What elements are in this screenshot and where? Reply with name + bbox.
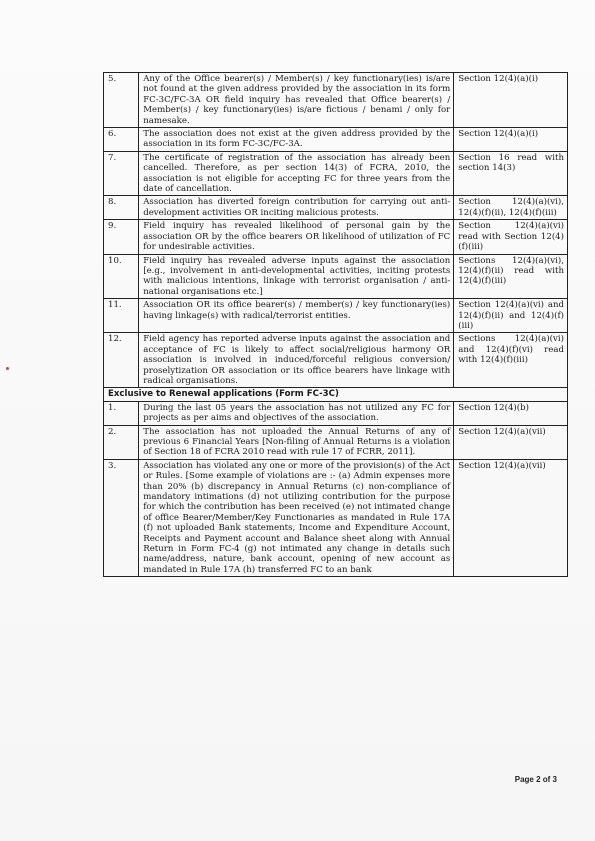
row-number: 1. [104,401,139,425]
row-description: The certificate of registration of the association has already been cancelled. Therefore, as per section 14(3) of FCRA, 2010, the association is not eligible for accepting FC for three years from the date of cancellation. [139,151,454,196]
table-row [104,73,568,128]
table-row [104,299,568,333]
conditions-table [103,72,568,577]
table-row [104,254,568,299]
row-number: 2. [104,425,139,459]
row-section: Section 12(4)(a)(vi) read with Section 12(4)(f)(iii) [454,220,568,254]
table-row [104,459,568,576]
table-row [104,151,568,196]
ink-dot [6,367,9,370]
row-section: Sections 12(4)(a)(vi) and 12(4)(f)(vi) read with 12(4)(f)(iii) [454,333,568,388]
row-number: 11. [104,299,139,333]
row-number: 10. [104,254,139,299]
row-description: Association has diverted foreign contribution for carrying out anti-development activities OR inciting malicious protests. [139,196,454,220]
row-number: 5. [104,73,139,128]
row-section: Sections 12(4)(a)(vi), 12(4)(f)(ii) read with 12(4)(f)(iii) [454,254,568,299]
row-section: Section 12(4)(a)(vii) [454,459,568,576]
table-row [104,401,568,425]
table-row [104,425,568,459]
row-section: Section 12(4)(a)(i) [454,128,568,152]
table-row [104,220,568,254]
row-section: Section 16 read with section 14(3) [454,151,568,196]
row-number: 3. [104,459,139,576]
row-description: Field agency has reported adverse inputs against the association and acceptance of FC is likely to affect social/religious harmony OR association is involved in induced/forceful religious conversion/ proselytization OR association or its office bearers have linkage with radical organisations. [139,333,454,388]
row-description: Any of the Office bearer(s) / Member(s) / key functionary(ies) is/are not found at the given address provided by the association in its form FC-3C/FC-3A OR field inquiry has revealed that Office bearer(s) / Member(s) / key functionary(ies) is/are fictious / benami / only for namesake. [139,73,454,128]
page-number: Page 2 of 3 [514,775,557,784]
row-description: The association has not uploaded the Annual Returns of any of previous 6 Financial Years [Non-filing of Annual Returns is a violation of Section 18 of FCRA 2010 read with rule 17 of FCRR, 2011]. [139,425,454,459]
row-section: Section 12(4)(a)(i) [454,73,568,128]
row-section: Section 12(4)(a)(vi) and 12(4)(f)(ii) and 12(4)(f)(iii) [454,299,568,333]
row-description: Field inquiry has revealed adverse inputs against the association [e.g., involvement in anti-developmental activities, inciting protests with malicious intentions, linkage with terrorist organisation / anti-national organisations etc.] [139,254,454,299]
section-header: Exclusive to Renewal applications (Form FC-3C) [104,388,568,401]
table-row [104,333,568,388]
table-row [104,128,568,152]
row-number: 12. [104,333,139,388]
row-description: The association does not exist at the given address provided by the association in its form FC-3C/FC-3A. [139,128,454,152]
row-description: Association OR its office bearer(s) / member(s) / key functionary(ies) having linkage(s) with radical/terrorist entities. [139,299,454,333]
row-section: Section 12(4)(a)(vii) [454,425,568,459]
row-number: 6. [104,128,139,152]
table-row [104,196,568,220]
row-section: Section 12(4)(b) [454,401,568,425]
row-number: 7. [104,151,139,196]
row-section: Section 12(4)(a)(vi), 12(4)(f)(ii), 12(4)(f)(iii) [454,196,568,220]
section-header-row [104,388,568,401]
row-description: Field inquiry has revealed likelihood of personal gain by the association OR by the office bearers OR likelihood of utilization of FC for undesirable activities. [139,220,454,254]
row-number: 8. [104,196,139,220]
row-description: During the last 05 years the association has not utilized any FC for projects as per aims and objectives of the association. [139,401,454,425]
row-description: Association has violated any one or more of the provision(s) of the Act or Rules. [Some example of violations are :- (a) Admin expenses more than 20% (b) discrepancy in Annual Returns (c) non-compliance of mandatory intimations (d) not utilizing contribution for the purpose for which the contribution has been received (e) not intimated change of office Bearer/Member/Key Functionaries as mandated in Rule 17A (f) not uploaded Bank statements, Income and Expenditure Account, Receipts and Payment account and Balance sheet along with Annual Return in Form FC-4 (g) not intimated any change in details such name/address, nature, bank account, opening of new account as mandated in Rule 17A (h) transferred FC to an bank [139,459,454,576]
row-number: 9. [104,220,139,254]
